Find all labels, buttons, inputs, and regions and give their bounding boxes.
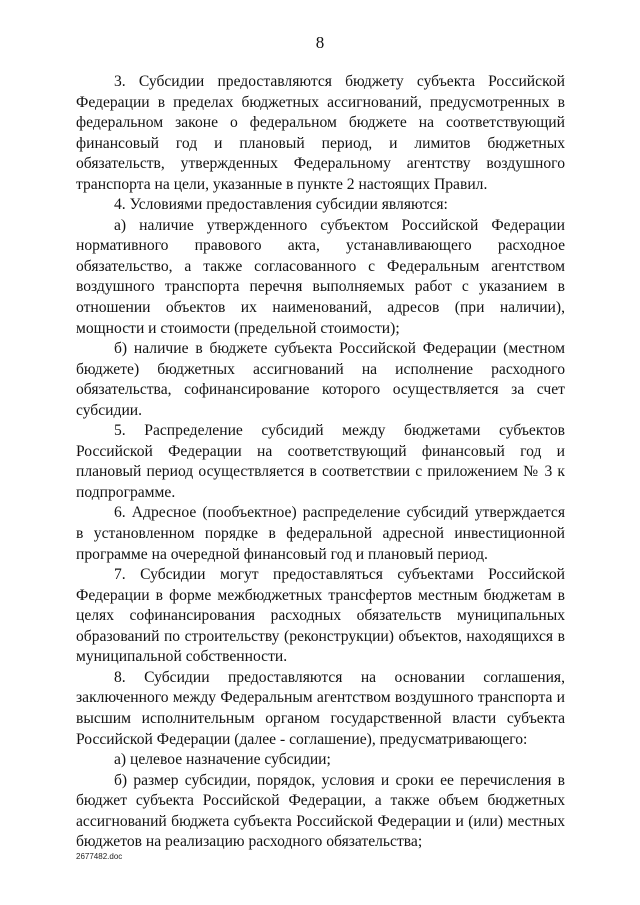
paragraph-5-distribution: 5. Распределение субсидий между бюджетами субъектов Российской Федерации на соответствующий финансовый год и плановый период осуществляется в соответствии с приложением № 3 к подпрограмме. — [76, 422, 565, 501]
paragraph-4-conditions: 4. Условиями предоставления субсидии являются: — [114, 196, 448, 214]
paragraph-8-agreement: 8. Субсидии предоставляются на основании соглашения, заключенного между Федеральным агентством воздушного транспорта и высшим исполнительным органом государственной власти субъекта Российской Федерации (далее - соглашение), предусматривающего: — [76, 668, 565, 748]
footer-filename: 2677482.doc — [76, 852, 123, 861]
paragraph-8a-purpose: а) целевое назначение субсидии; — [114, 751, 331, 769]
page-number: 8 — [315, 33, 325, 52]
paragraph-6-address-distribution: 6. Адресное (пообъектное) распределение субсидий утверждается в установленном порядке в федеральной адресной инвестиционной программе на очередной финансовый год и плановый период. — [76, 504, 565, 563]
paragraph-7-interbudget-transfers: 7. Субсидии могут предоставляться субъектами Российской Федерации в форме межбюджетных трансфертов местным бюджетам в целях софинансирования расходных обязательств муниципальных образований по строительству (реконструкции) объектов, находящихся в муниципальной собственности. — [76, 566, 565, 666]
paragraph-4b-budget-allocations: б) наличие в бюджете субъекта Российской Федерации (местном бюджете) бюджетных ассигнований на исполнение расходного обязательства, софинансирование которого осуществляется за счет субсидии. — [76, 340, 565, 419]
paragraph-4a-normative-act: а) наличие утвержденного субъектом Российской Федерации нормативного правового акта, устанавливающего расходное обязательство, а также согласованного с Федеральным агентством воздушного транспорта перечня выполняемых работ с указанием в отношении объектов их наименований, адресов (при наличии), мощности и стоимости (предельной стоимости); — [76, 216, 565, 337]
paragraph-8b-amount-terms: б) размер субсидии, порядок, условия и сроки ее перечисления в бюджет субъекта Российской Федерации, а также объем бюджетных ассигнований бюджета субъекта Российской Федерации и (или) местных бюджетов на реализацию расходного обязательства; — [76, 771, 565, 851]
document-body — [76, 72, 565, 853]
paragraph-3-subsidies-budget: 3. Субсидии предоставляются бюджету субъекта Российской Федерации в пределах бюджетных ассигнований, предусмотренных в федеральном законе о федеральном бюджете на соответствующий финансовый год и плановый период, и лимитов бюджетных обязательств, утвержденных Федеральному агентству воздушного транспорта на цели, указанные в пункте 2 настоящих Правил. — [76, 73, 565, 193]
